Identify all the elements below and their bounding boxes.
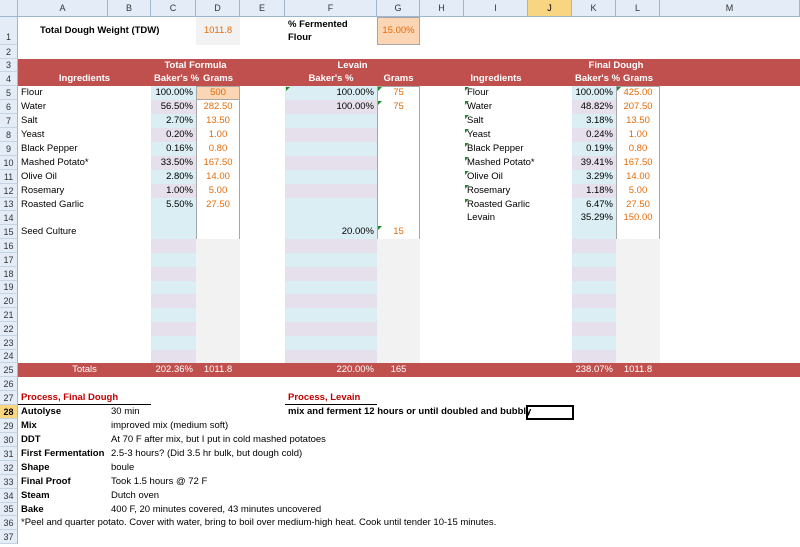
row-header-2[interactable]: 2	[0, 45, 18, 59]
final-grams[interactable]: 5.00	[628, 185, 648, 196]
column-header-a[interactable]: A	[18, 0, 108, 17]
final-ingredients-header: Ingredients	[470, 73, 522, 84]
process-step-label[interactable]: Bake	[21, 504, 44, 515]
section-levain: Levain	[337, 60, 368, 71]
cell-fill	[285, 267, 377, 281]
totals-final-grams[interactable]: 1011.8	[623, 364, 653, 375]
final-grams[interactable]: 27.50	[626, 199, 650, 210]
row-header-33[interactable]: 33	[0, 475, 18, 489]
note-marker	[465, 115, 469, 119]
formula-grams[interactable]: 500	[210, 87, 226, 98]
totals-formula-pct[interactable]: 202.36%	[155, 364, 193, 375]
process-step-value[interactable]: boule	[111, 462, 135, 473]
final-pct[interactable]: 0.24%	[586, 129, 613, 140]
levain-grams-header: Grams	[383, 73, 414, 84]
levain-grams[interactable]: 75	[393, 87, 404, 98]
final-grams[interactable]: 425.00	[623, 87, 653, 98]
formula-pct[interactable]: 56.50%	[160, 101, 193, 112]
formula-grams[interactable]: 14.00	[206, 171, 230, 182]
row-header-31[interactable]: 31	[0, 447, 18, 461]
column-header-d[interactable]: D	[196, 0, 240, 17]
row-header-6[interactable]: 6	[0, 100, 18, 114]
formula-grams[interactable]: 282.50	[203, 101, 233, 112]
final-grams[interactable]: 14.00	[626, 171, 650, 182]
formula-pct[interactable]: 1.00%	[166, 185, 193, 196]
row-header-21[interactable]: 21	[0, 308, 18, 322]
cell-fill	[285, 128, 377, 142]
row-header-30[interactable]: 30	[0, 433, 18, 447]
note-marker	[378, 101, 382, 105]
final-grams-header: Grams	[622, 73, 654, 84]
column-header-k[interactable]: K	[572, 0, 616, 17]
cell-fill	[572, 322, 616, 336]
section-final-dough: Final Dough	[588, 60, 644, 71]
row-header-9[interactable]: 9	[0, 142, 18, 156]
process-note[interactable]: *Peel and quarter potato. Cover with water, bring to boil over medium-high heat. Cook until tender 10-15 minutes.	[21, 517, 497, 528]
row-header-8[interactable]: 8	[0, 128, 18, 142]
ingredients-header: Ingredients	[58, 73, 111, 84]
section-total-formula: Total Formula	[164, 60, 227, 71]
column-header-g[interactable]: G	[377, 0, 420, 17]
process-step-value[interactable]: Dutch oven	[111, 490, 160, 501]
ingredient-name[interactable]: Rosemary	[21, 185, 65, 196]
column-header-f[interactable]: F	[285, 0, 377, 17]
column-header-j[interactable]: J	[528, 0, 572, 17]
bakers-pct-header: Baker's %	[154, 73, 200, 84]
totals-label: Totals	[72, 364, 97, 375]
select-all-corner[interactable]	[0, 0, 18, 17]
cell-fill	[151, 322, 196, 336]
formula-pct[interactable]: 5.50%	[166, 199, 193, 210]
process-step-label[interactable]: Autolyse	[21, 406, 62, 417]
note-marker	[465, 199, 469, 203]
final-grams[interactable]: 1.00	[628, 129, 648, 140]
levain-grams[interactable]: 15	[393, 226, 404, 237]
process-step-value[interactable]: improved mix (medium soft)	[111, 420, 229, 431]
fermented-label-line2: Flour	[288, 32, 312, 43]
row-header-29[interactable]: 29	[0, 419, 18, 433]
final-pct[interactable]: 6.47%	[586, 199, 613, 210]
final-pct-header: Baker's %	[575, 73, 621, 84]
row-header-34[interactable]: 34	[0, 489, 18, 503]
row-header-24[interactable]: 24	[0, 350, 18, 363]
cell-fill	[377, 239, 420, 363]
cell-fill	[151, 350, 196, 363]
process-step-label[interactable]: First Fermentation	[21, 448, 105, 459]
final-pct[interactable]: 100.00%	[575, 87, 613, 98]
ingredient-name[interactable]: Roasted Garlic	[21, 199, 84, 210]
ingredient-name[interactable]: Seed Culture	[21, 226, 77, 237]
row-header-12[interactable]: 12	[0, 184, 18, 198]
process-step-value[interactable]: 2.5-3 hours? (Did 3.5 hr bulk, but dough cold)	[111, 448, 303, 459]
formula-grams[interactable]: 167.50	[203, 157, 233, 168]
row-header-28[interactable]: 28	[0, 405, 18, 419]
column-header-i[interactable]: I	[464, 0, 528, 17]
fermented-value[interactable]: 15.00%	[382, 25, 415, 36]
ingredient-name[interactable]: Mashed Potato*	[21, 157, 89, 168]
grams-header: Grams	[202, 73, 234, 84]
process-step-value[interactable]: At 70 F after mix, but I put in cold mashed potatoes	[111, 434, 326, 445]
row-header-4[interactable]: 4	[0, 72, 18, 86]
cell-fill	[151, 267, 196, 281]
row-header-13[interactable]: 13	[0, 198, 18, 211]
note-marker	[465, 143, 469, 147]
tdw-label: Total Dough Weight (TDW)	[40, 25, 160, 36]
totals-levain-grams[interactable]: 165	[390, 364, 407, 375]
formula-pct[interactable]: 0.16%	[166, 143, 193, 154]
column-header-l[interactable]: L	[616, 0, 660, 17]
process-levain-title[interactable]: Process, Levain	[285, 391, 377, 405]
column-header-b[interactable]: B	[108, 0, 151, 17]
final-ingredient-name[interactable]: Flour	[467, 87, 489, 98]
row-header-5[interactable]: 5	[0, 86, 18, 100]
formula-pct[interactable]: 2.80%	[166, 171, 193, 182]
final-pct[interactable]: 35.29%	[580, 212, 613, 223]
totals-final-pct[interactable]: 238.07%	[575, 364, 613, 375]
formula-pct[interactable]: 0.20%	[166, 129, 193, 140]
column-header-e[interactable]: E	[240, 0, 285, 17]
levain-grams[interactable]: 75	[393, 101, 404, 112]
note-marker	[617, 87, 621, 91]
cell-fill	[285, 184, 377, 198]
formula-grams[interactable]: 0.80	[208, 143, 228, 154]
totals-levain-pct[interactable]: 220.00%	[336, 364, 374, 375]
formula-grams[interactable]: 5.00	[208, 185, 228, 196]
levain-pct-header: Baker's %	[308, 73, 354, 84]
row-header-26[interactable]: 26	[0, 377, 18, 391]
cell-fill	[572, 350, 616, 363]
final-pct[interactable]: 1.18%	[586, 185, 613, 196]
row-header-16[interactable]: 16	[0, 239, 18, 253]
final-ingredient-name[interactable]: Salt	[467, 115, 484, 126]
levain-pct[interactable]: 100.00%	[336, 87, 374, 98]
final-ingredient-name[interactable]: Black Pepper	[467, 143, 524, 154]
row-header-18[interactable]: 18	[0, 267, 18, 281]
ingredient-name[interactable]: Flour	[21, 87, 43, 98]
row-header-23[interactable]: 23	[0, 336, 18, 350]
row-header-25[interactable]: 25	[0, 363, 18, 377]
process-step-label[interactable]: Mix	[21, 420, 37, 431]
note-marker	[465, 101, 469, 105]
formula-grams[interactable]: 13.50	[206, 115, 230, 126]
cell-fill	[151, 294, 196, 308]
row-header-10[interactable]: 10	[0, 156, 18, 170]
process-step-label[interactable]: Shape	[21, 462, 50, 473]
row-header-7[interactable]: 7	[0, 114, 18, 128]
note-marker	[286, 87, 290, 91]
formula-pct[interactable]: 33.50%	[160, 157, 193, 168]
final-ingredient-name[interactable]: Roasted Garlic	[467, 199, 530, 210]
row-header-36[interactable]: 36	[0, 516, 18, 530]
final-ingredient-name[interactable]: Rosemary	[467, 185, 511, 196]
row-header-35[interactable]: 35	[0, 503, 18, 516]
process-step-label[interactable]: Final Proof	[21, 476, 71, 487]
row-header-3[interactable]: 3	[0, 59, 18, 72]
process-step-value[interactable]: Took 1.5 hours @ 72 F	[111, 476, 208, 487]
final-grams[interactable]: 0.80	[628, 143, 648, 154]
formula-grams[interactable]: 1.00	[208, 129, 228, 140]
row-header-17[interactable]: 17	[0, 253, 18, 267]
ingredient-name[interactable]: Salt	[21, 115, 38, 126]
column-header-c[interactable]: C	[151, 0, 196, 17]
final-ingredient-name[interactable]: Yeast	[467, 129, 491, 140]
cell-fill	[151, 239, 196, 253]
cell-fill	[285, 350, 377, 363]
note-marker	[465, 185, 469, 189]
row-header-22[interactable]: 22	[0, 322, 18, 336]
fermented-label	[285, 17, 377, 45]
row-header-20[interactable]: 20	[0, 294, 18, 308]
tdw-value[interactable]: 1011.8	[203, 25, 233, 36]
column-header-m[interactable]: M	[660, 0, 800, 17]
row-header-15[interactable]: 15	[0, 225, 18, 239]
cell-fill	[196, 239, 240, 363]
ingredient-name[interactable]: Yeast	[21, 129, 45, 140]
final-ingredient-name[interactable]: Levain	[467, 212, 495, 223]
fermented-label-line1: % Fermented	[288, 19, 348, 30]
row-header-37[interactable]: 37	[0, 530, 18, 544]
final-grams[interactable]: 150.00	[623, 212, 653, 223]
selected-cell-j28[interactable]	[526, 405, 574, 420]
row-header-32[interactable]: 32	[0, 461, 18, 475]
final-ingredient-name[interactable]: Olive Oil	[467, 171, 503, 182]
note-marker	[465, 129, 469, 133]
formula-grams[interactable]: 27.50	[206, 199, 230, 210]
process-levain-text[interactable]: mix and ferment 12 hours or until doubled and bubbly	[288, 406, 532, 417]
final-pct[interactable]: 48.82%	[580, 101, 613, 112]
final-ingredient-name[interactable]: Mashed Potato*	[467, 157, 535, 168]
cell-fill	[616, 239, 660, 363]
row-header-19[interactable]: 19	[0, 281, 18, 294]
ingredient-name[interactable]: Olive Oil	[21, 171, 57, 182]
final-grams[interactable]: 13.50	[626, 115, 650, 126]
column-header-h[interactable]: H	[420, 0, 464, 17]
process-step-value[interactable]: 400 F, 20 minutes covered, 43 minutes uncovered	[111, 504, 322, 515]
formula-pct[interactable]: 100.00%	[155, 87, 193, 98]
row-header-14[interactable]: 14	[0, 211, 18, 225]
final-pct[interactable]: 3.18%	[586, 115, 613, 126]
final-ingredient-name[interactable]: Water	[467, 101, 492, 112]
cell-fill	[572, 294, 616, 308]
levain-pct[interactable]: 100.00%	[336, 101, 374, 112]
note-marker	[378, 87, 382, 91]
levain-pct[interactable]: 20.00%	[341, 226, 374, 237]
row-header-1[interactable]: 1	[0, 17, 18, 45]
process-step-label[interactable]: Steam	[21, 490, 50, 501]
row-header-27[interactable]: 27	[0, 391, 18, 405]
ingredient-name[interactable]: Water	[21, 101, 46, 112]
formula-pct[interactable]: 2.70%	[166, 115, 193, 126]
cell-fill	[285, 322, 377, 336]
final-pct[interactable]: 3.29%	[586, 171, 613, 182]
note-marker	[465, 157, 469, 161]
cell-fill	[285, 156, 377, 170]
totals-formula-grams[interactable]: 1011.8	[203, 364, 233, 375]
final-pct[interactable]: 39.41%	[580, 157, 613, 168]
process-step-value[interactable]: 30 min	[111, 406, 140, 417]
process-step-label[interactable]: DDT	[21, 434, 41, 445]
row-header-11[interactable]: 11	[0, 170, 18, 184]
process-final-title[interactable]: Process, Final Dough	[18, 391, 151, 405]
cell-fill	[285, 294, 377, 308]
note-marker	[465, 171, 469, 175]
final-pct[interactable]: 0.19%	[586, 143, 613, 154]
ingredient-name[interactable]: Black Pepper	[21, 143, 78, 154]
cell-fill	[572, 267, 616, 281]
cell-fill	[572, 239, 616, 253]
note-marker	[465, 87, 469, 91]
final-grams[interactable]: 167.50	[623, 157, 653, 168]
note-marker	[378, 226, 382, 230]
final-grams[interactable]: 207.50	[623, 101, 653, 112]
cell-fill	[285, 239, 377, 253]
